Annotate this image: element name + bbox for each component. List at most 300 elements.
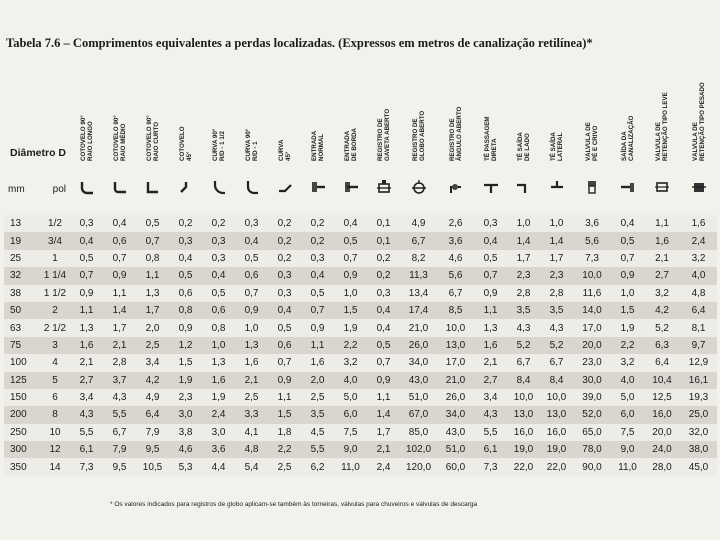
value-cell: 34,0 xyxy=(437,406,474,423)
value-cell: 21,0 xyxy=(437,372,474,389)
value-cell: 10,0 xyxy=(540,389,573,406)
value-cell: 0,9 xyxy=(301,319,334,336)
table-row xyxy=(4,372,717,389)
value-cell: 0,4 xyxy=(268,302,301,319)
value-cell: 3,4 xyxy=(474,389,507,406)
value-cell: 0,9 xyxy=(268,372,301,389)
value-cell: 8,4 xyxy=(507,372,540,389)
value-cell: 7,3 xyxy=(573,250,611,267)
column-header xyxy=(611,54,644,163)
column-header-label: CURVA 90° R/D - 1 1/2 xyxy=(211,128,226,161)
diameter-pol-cell: 6 xyxy=(40,389,70,406)
value-cell: 0,9 xyxy=(611,267,644,284)
value-cell: 0,6 xyxy=(103,232,136,249)
tee-straight-icon xyxy=(483,179,499,195)
value-cell: 4,0 xyxy=(611,372,644,389)
diameter-pol-cell: 3/4 xyxy=(40,232,70,249)
value-cell: 13,0 xyxy=(540,406,573,423)
value-cell: 1,6 xyxy=(202,372,235,389)
value-cell: 19,3 xyxy=(680,389,717,406)
value-cell: 1,0 xyxy=(611,285,644,302)
value-cell: 10,4 xyxy=(644,372,680,389)
diameter-mm-cell: 125 xyxy=(4,372,40,389)
column-header-label: VÁLVULA DE RETENÇÃO TIPO PESADO xyxy=(691,82,706,161)
value-cell: 17,0 xyxy=(573,319,611,336)
value-cell: 7,5 xyxy=(611,424,644,441)
column-header xyxy=(268,54,301,163)
value-cell: 1,4 xyxy=(507,232,540,249)
diameter-pol-cell: 1 xyxy=(40,250,70,267)
value-cell: 3,2 xyxy=(680,250,717,267)
value-cell: 1,7 xyxy=(367,424,400,441)
value-cell: 10,0 xyxy=(437,319,474,336)
value-cell: 39,0 xyxy=(573,389,611,406)
column-header-label: COTOVELO 90° RAIO LONGO xyxy=(79,115,94,161)
value-cell: 7,3 xyxy=(70,458,103,475)
value-cell: 13,0 xyxy=(507,406,540,423)
value-cell: 0,2 xyxy=(268,232,301,249)
value-cell: 12,5 xyxy=(644,389,680,406)
bend-long-icon xyxy=(211,179,227,195)
value-cell: 4,9 xyxy=(136,389,169,406)
value-cell: 6,0 xyxy=(611,406,644,423)
value-cell: 1,4 xyxy=(367,406,400,423)
value-cell: 1,6 xyxy=(474,337,507,354)
column-icon-cell xyxy=(400,163,437,215)
column-icon-cell xyxy=(611,163,644,215)
value-cell: 0,4 xyxy=(70,232,103,249)
value-cell: 1,0 xyxy=(235,319,268,336)
value-cell: 52,0 xyxy=(573,406,611,423)
value-cell: 7,9 xyxy=(136,424,169,441)
value-cell: 6,3 xyxy=(644,337,680,354)
column-icon-cell xyxy=(437,163,474,215)
value-cell: 0,9 xyxy=(169,319,202,336)
column-header-label: COTOVELO 90° RAIO CURTO xyxy=(145,115,160,161)
column-header-label: ENTRADA NORMAL xyxy=(310,130,325,161)
value-cell: 5,5 xyxy=(301,441,334,458)
value-cell: 6,7 xyxy=(103,424,136,441)
value-cell: 38,0 xyxy=(680,441,717,458)
value-cell: 2,1 xyxy=(103,337,136,354)
diameter-pol-cell: 5 xyxy=(40,372,70,389)
value-cell: 0,3 xyxy=(367,285,400,302)
value-cell: 2,8 xyxy=(507,285,540,302)
value-cell: 0,2 xyxy=(169,215,202,232)
value-cell: 6,7 xyxy=(540,354,573,371)
value-cell: 3,3 xyxy=(235,406,268,423)
value-cell: 5,6 xyxy=(573,232,611,249)
value-cell: 0,3 xyxy=(202,232,235,249)
value-cell: 1,4 xyxy=(540,232,573,249)
value-cell: 3,0 xyxy=(202,424,235,441)
value-cell: 0,7 xyxy=(103,250,136,267)
pol-label: pol xyxy=(52,183,67,195)
table-title: Tabela 7.6 – Comprimentos equivalentes a perdas localizadas. (Expressos em metros de canalização retilínea)* xyxy=(6,36,593,50)
value-cell: 0,5 xyxy=(235,250,268,267)
value-cell: 6,7 xyxy=(400,232,437,249)
value-cell: 4,2 xyxy=(136,372,169,389)
value-cell: 26,0 xyxy=(437,389,474,406)
value-cell: 1,5 xyxy=(169,354,202,371)
value-cell: 2,2 xyxy=(268,441,301,458)
value-cell: 6,4 xyxy=(136,406,169,423)
value-cell: 5,5 xyxy=(103,406,136,423)
value-cell: 0,2 xyxy=(268,250,301,267)
value-cell: 4,8 xyxy=(235,441,268,458)
value-cell: 90,0 xyxy=(573,458,611,475)
value-cell: 1,1 xyxy=(70,302,103,319)
value-cell: 17,0 xyxy=(437,354,474,371)
value-cell: 0,9 xyxy=(334,267,367,284)
value-cell: 51,0 xyxy=(437,441,474,458)
value-cell: 0,3 xyxy=(474,215,507,232)
value-cell: 4,5 xyxy=(301,424,334,441)
bend-45-icon xyxy=(277,179,293,195)
value-cell: 32,0 xyxy=(680,424,717,441)
value-cell: 1,1 xyxy=(644,215,680,232)
value-cell: 7,9 xyxy=(103,441,136,458)
column-icon-cell xyxy=(507,163,540,215)
value-cell: 10,0 xyxy=(507,389,540,406)
value-cell: 6,1 xyxy=(70,441,103,458)
column-header xyxy=(235,54,268,163)
value-cell: 0,6 xyxy=(268,337,301,354)
value-cell: 16,0 xyxy=(540,424,573,441)
value-cell: 1,7 xyxy=(507,250,540,267)
value-cell: 0,6 xyxy=(202,302,235,319)
value-cell: 1,3 xyxy=(70,319,103,336)
value-cell: 0,3 xyxy=(301,250,334,267)
diameter-mm-cell: 63 xyxy=(4,319,40,336)
table-row xyxy=(4,232,717,249)
value-cell: 0,4 xyxy=(611,215,644,232)
value-cell: 0,5 xyxy=(367,337,400,354)
value-cell: 12,9 xyxy=(680,354,717,371)
value-cell: 3,5 xyxy=(301,406,334,423)
value-cell: 22,0 xyxy=(507,458,540,475)
value-cell: 34,0 xyxy=(400,354,437,371)
value-cell: 1,9 xyxy=(202,389,235,406)
value-cell: 1,0 xyxy=(202,337,235,354)
value-cell: 43,0 xyxy=(400,372,437,389)
value-cell: 2,1 xyxy=(474,354,507,371)
column-icon-cell xyxy=(474,163,507,215)
column-header xyxy=(507,54,540,163)
value-cell: 0,4 xyxy=(367,302,400,319)
value-cell: 0,7 xyxy=(301,302,334,319)
value-cell: 1,0 xyxy=(334,285,367,302)
value-cell: 5,3 xyxy=(169,458,202,475)
value-cell: 3,2 xyxy=(644,285,680,302)
table-row xyxy=(4,337,717,354)
value-cell: 102,0 xyxy=(400,441,437,458)
value-cell: 0,8 xyxy=(202,319,235,336)
column-header-label: VÁLVULA DE PÉ E CRIVO xyxy=(585,122,600,161)
value-cell: 28,0 xyxy=(644,458,680,475)
value-cell: 0,3 xyxy=(202,250,235,267)
mm-label: mm xyxy=(8,183,25,195)
value-cell: 0,2 xyxy=(301,215,334,232)
value-cell: 2,1 xyxy=(235,372,268,389)
value-cell: 0,5 xyxy=(334,232,367,249)
value-cell: 13,0 xyxy=(437,337,474,354)
value-cell: 1,3 xyxy=(202,354,235,371)
column-header xyxy=(367,54,400,163)
value-cell: 16,0 xyxy=(644,406,680,423)
value-cell: 4,6 xyxy=(169,441,202,458)
value-cell: 6,7 xyxy=(507,354,540,371)
column-header-label: TÊ SAÍDA DE LADO xyxy=(516,132,531,161)
value-cell: 1,0 xyxy=(540,215,573,232)
table-row xyxy=(4,458,717,475)
value-cell: 0,6 xyxy=(169,285,202,302)
value-cell: 0,7 xyxy=(334,250,367,267)
column-icon-cell xyxy=(540,163,573,215)
value-cell: 1,8 xyxy=(268,424,301,441)
value-cell: 67,0 xyxy=(400,406,437,423)
value-cell: 20,0 xyxy=(644,424,680,441)
elbow-medium-icon xyxy=(112,179,128,195)
diameter-pol-cell: 4 xyxy=(40,354,70,371)
column-icon-cell xyxy=(334,163,367,215)
value-cell: 51,0 xyxy=(400,389,437,406)
value-cell: 65,0 xyxy=(573,424,611,441)
value-cell: 5,5 xyxy=(474,424,507,441)
table-row xyxy=(4,302,717,319)
diameter-mm-cell: 13 xyxy=(4,215,40,232)
column-header xyxy=(680,54,717,163)
table-row xyxy=(4,250,717,267)
value-cell: 1,0 xyxy=(507,215,540,232)
value-cell: 3,4 xyxy=(70,389,103,406)
column-header xyxy=(70,54,103,163)
value-cell: 0,3 xyxy=(268,285,301,302)
value-cell: 2,0 xyxy=(136,319,169,336)
value-cell: 4,3 xyxy=(103,389,136,406)
value-cell: 2,2 xyxy=(334,337,367,354)
value-cell: 1,1 xyxy=(136,267,169,284)
gate-valve-icon xyxy=(376,179,392,195)
value-cell: 45,0 xyxy=(680,458,717,475)
value-cell: 0,4 xyxy=(301,267,334,284)
value-cell: 2,3 xyxy=(169,389,202,406)
column-icon-cell xyxy=(644,163,680,215)
tee-side-icon xyxy=(516,179,532,195)
value-cell: 0,3 xyxy=(169,232,202,249)
column-header-label: COTOVELO 90° RAIO MÉDIO xyxy=(112,115,127,161)
value-cell: 1,4 xyxy=(103,302,136,319)
value-cell: 0,4 xyxy=(202,267,235,284)
value-cell: 1,9 xyxy=(611,319,644,336)
column-icon-cell xyxy=(235,163,268,215)
value-cell: 4,4 xyxy=(202,458,235,475)
column-header-label: TÊ SAÍDA LATERAL xyxy=(549,132,564,161)
value-cell: 2,4 xyxy=(680,232,717,249)
value-cell: 11,6 xyxy=(573,285,611,302)
value-cell: 1,9 xyxy=(334,319,367,336)
value-cell: 0,4 xyxy=(334,215,367,232)
column-header xyxy=(136,54,169,163)
value-cell: 0,5 xyxy=(169,267,202,284)
value-cell: 5,4 xyxy=(235,458,268,475)
value-cell: 0,9 xyxy=(474,285,507,302)
column-header-label: SAÍDA DA CANALIZAÇÃO xyxy=(620,115,635,161)
diameter-pol-cell: 12 xyxy=(40,441,70,458)
diameter-pol-cell: 1 1/2 xyxy=(40,285,70,302)
value-cell: 3,2 xyxy=(334,354,367,371)
value-cell: 26,0 xyxy=(400,337,437,354)
column-header xyxy=(169,54,202,163)
value-cell: 0,5 xyxy=(611,232,644,249)
column-icon-cell xyxy=(268,163,301,215)
value-cell: 9,0 xyxy=(334,441,367,458)
value-cell: 2,3 xyxy=(507,267,540,284)
value-cell: 1,1 xyxy=(103,285,136,302)
foot-valve-icon xyxy=(584,179,600,195)
equivalent-lengths-table xyxy=(4,54,717,476)
value-cell: 0,9 xyxy=(235,302,268,319)
value-cell: 0,7 xyxy=(136,232,169,249)
value-cell: 2,8 xyxy=(540,285,573,302)
value-cell: 0,5 xyxy=(136,215,169,232)
value-cell: 1,6 xyxy=(301,354,334,371)
value-cell: 2,5 xyxy=(235,389,268,406)
diameter-mm-cell: 19 xyxy=(4,232,40,249)
value-cell: 4,2 xyxy=(644,302,680,319)
value-cell: 3,2 xyxy=(611,354,644,371)
value-cell: 2,7 xyxy=(474,372,507,389)
value-cell: 2,5 xyxy=(268,458,301,475)
value-cell: 19,0 xyxy=(540,441,573,458)
table-row xyxy=(4,267,717,284)
elbow-45-icon xyxy=(178,179,194,195)
entry-edge-icon xyxy=(343,179,359,195)
value-cell: 22,0 xyxy=(540,458,573,475)
value-cell: 3,4 xyxy=(136,354,169,371)
value-cell: 9,7 xyxy=(680,337,717,354)
diameter-mm-cell: 38 xyxy=(4,285,40,302)
value-cell: 0,8 xyxy=(169,302,202,319)
value-cell: 11,0 xyxy=(611,458,644,475)
value-cell: 0,7 xyxy=(235,285,268,302)
value-cell: 2,8 xyxy=(103,354,136,371)
value-cell: 0,5 xyxy=(202,285,235,302)
diameter-header: Diâmetro D xyxy=(10,147,67,159)
value-cell: 24,0 xyxy=(644,441,680,458)
diameter-pol-cell: 14 xyxy=(40,458,70,475)
value-cell: 85,0 xyxy=(400,424,437,441)
table-row xyxy=(4,285,717,302)
column-header xyxy=(474,54,507,163)
value-cell: 120,0 xyxy=(400,458,437,475)
diameter-pol-cell: 1/2 xyxy=(40,215,70,232)
value-cell: 4,3 xyxy=(507,319,540,336)
value-cell: 2,0 xyxy=(301,372,334,389)
value-cell: 0,9 xyxy=(70,285,103,302)
value-cell: 5,2 xyxy=(507,337,540,354)
table-row xyxy=(4,441,717,458)
value-cell: 0,7 xyxy=(474,267,507,284)
value-cell: 0,5 xyxy=(70,250,103,267)
value-cell: 78,0 xyxy=(573,441,611,458)
globe-valve-icon xyxy=(411,179,427,195)
value-cell: 0,3 xyxy=(70,215,103,232)
value-cell: 20,0 xyxy=(573,337,611,354)
value-cell: 8,4 xyxy=(540,372,573,389)
value-cell: 6,1 xyxy=(474,441,507,458)
value-cell: 30,0 xyxy=(573,372,611,389)
value-cell: 9,0 xyxy=(611,441,644,458)
value-cell: 1,1 xyxy=(268,389,301,406)
outlet-icon xyxy=(620,179,636,195)
value-cell: 3,6 xyxy=(573,215,611,232)
value-cell: 7,3 xyxy=(474,458,507,475)
value-cell: 1,2 xyxy=(169,337,202,354)
value-cell: 4,0 xyxy=(680,267,717,284)
value-cell: 0,9 xyxy=(103,267,136,284)
value-cell: 0,3 xyxy=(268,267,301,284)
value-cell: 25,0 xyxy=(680,406,717,423)
value-cell: 1,6 xyxy=(235,354,268,371)
table-row xyxy=(4,424,717,441)
value-cell: 0,7 xyxy=(268,354,301,371)
column-icon-cell xyxy=(70,163,103,215)
value-cell: 2,5 xyxy=(136,337,169,354)
value-cell: 1,9 xyxy=(169,372,202,389)
column-icon-cell xyxy=(573,163,611,215)
value-cell: 1,1 xyxy=(367,389,400,406)
table-row xyxy=(4,215,717,232)
value-cell: 3,5 xyxy=(507,302,540,319)
value-cell: 5,2 xyxy=(644,319,680,336)
column-header xyxy=(202,54,235,163)
check-valve-light-icon xyxy=(654,179,670,195)
value-cell: 0,2 xyxy=(202,215,235,232)
value-cell: 5,5 xyxy=(70,424,103,441)
diameter-mm-cell: 32 xyxy=(4,267,40,284)
diameter-pol-cell: 8 xyxy=(40,406,70,423)
value-cell: 2,5 xyxy=(301,389,334,406)
value-cell: 2,7 xyxy=(70,372,103,389)
diameter-mm-cell: 50 xyxy=(4,302,40,319)
column-header xyxy=(437,54,474,163)
value-cell: 4,6 xyxy=(437,250,474,267)
value-cell: 4,3 xyxy=(474,406,507,423)
value-cell: 1,6 xyxy=(644,232,680,249)
column-header-label: CURVA 90° R/D - 1 xyxy=(244,128,259,161)
value-cell: 10,0 xyxy=(573,267,611,284)
value-cell: 1,7 xyxy=(103,319,136,336)
column-header-label: COTOVELO 45° xyxy=(178,126,193,161)
column-header xyxy=(103,54,136,163)
column-header xyxy=(301,54,334,163)
column-header xyxy=(400,54,437,163)
value-cell: 1,6 xyxy=(70,337,103,354)
column-header-label: REGISTRO DE GLOBO ABERTO xyxy=(411,110,426,161)
value-cell: 11,3 xyxy=(400,267,437,284)
diameter-pol-cell: 2 1/2 xyxy=(40,319,70,336)
value-cell: 3,0 xyxy=(169,406,202,423)
value-cell: 1,3 xyxy=(474,319,507,336)
value-cell: 1,6 xyxy=(680,215,717,232)
value-cell: 19,0 xyxy=(507,441,540,458)
value-cell: 21,0 xyxy=(400,319,437,336)
value-cell: 2,1 xyxy=(367,441,400,458)
elbow-short-icon xyxy=(145,179,161,195)
value-cell: 1,1 xyxy=(301,337,334,354)
column-header-label: ENTRADA DE BORDA xyxy=(343,127,358,161)
